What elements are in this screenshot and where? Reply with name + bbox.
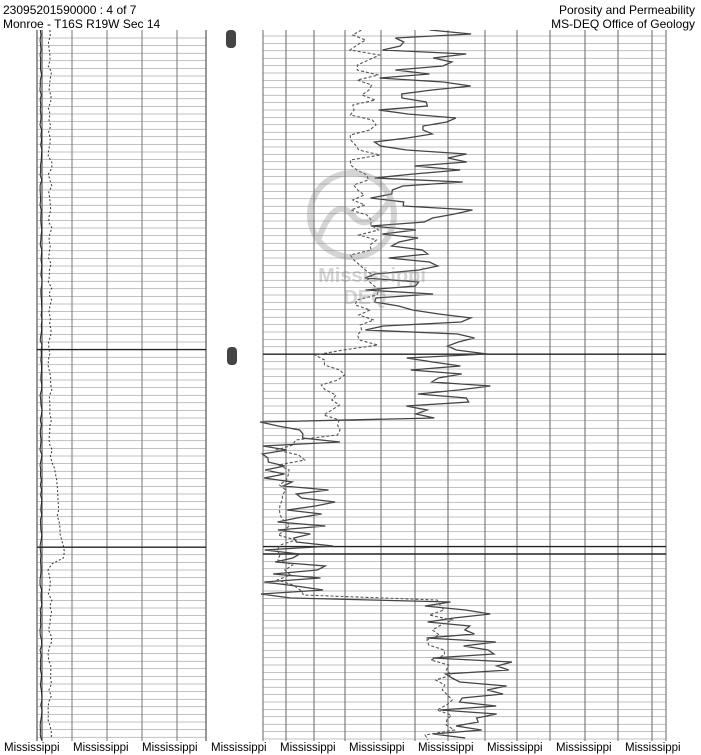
agency-name: MS-DEQ Office of Geology xyxy=(551,17,695,31)
footer-label: Mississippi xyxy=(280,742,336,754)
mississippi-deq-watermark xyxy=(310,173,426,309)
footer-label: Mississippi xyxy=(211,742,267,754)
watermark-line2: DEQ xyxy=(343,287,387,309)
left-track-grid xyxy=(37,30,206,741)
log-type: Porosity and Permeability xyxy=(558,3,695,17)
footer-label: Mississippi xyxy=(418,742,474,754)
footer-label: Mississippi xyxy=(625,742,681,754)
footer-label: Mississippi xyxy=(4,742,60,754)
log-curve xyxy=(48,30,64,738)
header-right xyxy=(551,3,695,31)
footer-watermark-strip xyxy=(0,741,701,755)
footer-label: Mississippi xyxy=(142,742,198,754)
footer-label: Mississippi xyxy=(349,742,405,754)
log-curve xyxy=(276,30,454,740)
depth-marker xyxy=(227,347,237,365)
header-left xyxy=(3,3,160,31)
well-log-image xyxy=(0,30,701,741)
depth-marker xyxy=(226,30,236,48)
footer-label: Mississippi xyxy=(73,742,129,754)
watermark-line1: Mississippi xyxy=(318,265,426,287)
depth-markers xyxy=(226,30,237,365)
log-curves xyxy=(40,30,512,740)
footer-label: Mississippi xyxy=(556,742,612,754)
footer-label: Mississippi xyxy=(487,742,543,754)
well-id-page: 23095201590000 : 4 of 7 xyxy=(3,3,137,17)
well-location: Monroe - T16S R19W Sec 14 xyxy=(3,17,161,31)
